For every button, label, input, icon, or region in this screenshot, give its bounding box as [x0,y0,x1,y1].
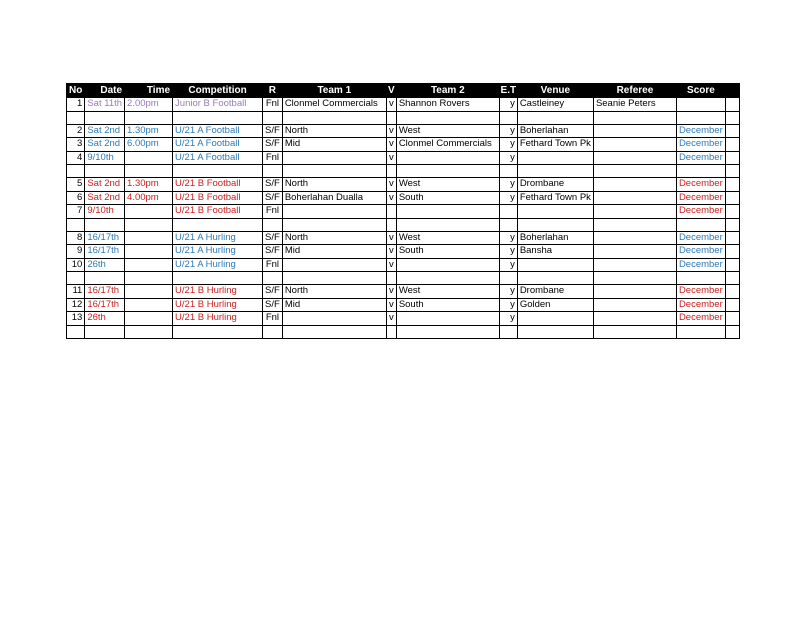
cell-team2: South [396,245,499,259]
empty-cell [125,218,173,231]
cell-referee [593,191,676,205]
cell-competition: U/21 B Football [173,205,263,219]
cell-team1: Mid [282,298,386,312]
fixtures-table [66,83,740,339]
cell-r: Fnl [263,98,283,112]
empty-cell [725,258,739,272]
cell-referee [593,178,676,192]
cell-date: Sat 2nd [85,138,125,152]
cell-competition: U/21 A Football [173,124,263,138]
cell-team2 [396,258,499,272]
cell-et: y [499,231,517,245]
cell-competition: U/21 B Hurling [173,298,263,312]
cell-date: 16/17th [85,231,125,245]
cell-referee [593,151,676,165]
table-row [67,245,740,259]
cell-et: y [499,312,517,326]
cell-time [125,205,173,219]
header-venue: Venue [517,84,593,98]
cell-score: December [676,231,725,245]
cell-v: v [386,258,396,272]
empty-cell [725,165,739,178]
cell-competition: U/21 B Hurling [173,312,263,326]
empty-cell [725,218,739,231]
empty-cell [125,325,173,338]
cell-venue: Boherlahan [517,124,593,138]
cell-score: December [676,312,725,326]
cell-no: 1 [67,98,85,112]
empty-cell [263,218,283,231]
empty-cell [125,165,173,178]
empty-cell [396,111,499,124]
cell-score: December [676,138,725,152]
cell-competition: U/21 B Football [173,191,263,205]
cell-v: v [386,138,396,152]
cell-team2: South [396,298,499,312]
header-r: R [263,84,283,98]
cell-r: Fnl [263,151,283,165]
cell-date: 16/17th [85,298,125,312]
cell-score: December [676,298,725,312]
cell-competition: U/21 A Hurling [173,258,263,272]
spacer-row [67,218,740,231]
cell-competition: U/21 A Hurling [173,231,263,245]
cell-r: S/F [263,285,283,299]
table-row [67,178,740,192]
cell-referee [593,312,676,326]
empty-cell [725,98,739,112]
cell-time [125,258,173,272]
cell-et: y [499,98,517,112]
cell-date: 16/17th [85,245,125,259]
header-date: Date [85,84,125,98]
empty-cell [263,111,283,124]
empty-cell [173,218,263,231]
cell-team2: Shannon Rovers [396,98,499,112]
cell-v: v [386,285,396,299]
header-team1: Team 1 [282,84,386,98]
cell-referee [593,205,676,219]
cell-no: 11 [67,285,85,299]
fixtures-body [67,98,740,339]
cell-et: y [499,245,517,259]
cell-no: 13 [67,312,85,326]
cell-venue: Golden [517,298,593,312]
cell-team2 [396,151,499,165]
empty-cell [263,325,283,338]
cell-r: Fnl [263,205,283,219]
header-no: No [67,84,85,98]
table-row [67,285,740,299]
cell-date: Sat 2nd [85,178,125,192]
cell-team2: West [396,178,499,192]
cell-time [125,312,173,326]
header-v: V [387,84,395,96]
header-row [67,84,740,98]
cell-date: 26th [85,258,125,272]
cell-score [676,98,725,112]
cell-time: 6.00pm [125,138,173,152]
cell-venue: Fethard Town Pk [517,191,593,205]
cell-team1: North [282,231,386,245]
table-row [67,258,740,272]
empty-cell [725,325,739,338]
cell-team2: West [396,124,499,138]
cell-v: v [386,151,396,165]
empty-cell [263,272,283,285]
cell-no: 4 [67,151,85,165]
cell-team2: West [396,285,499,299]
cell-team2 [396,205,499,219]
cell-r: S/F [263,245,283,259]
cell-v: v [386,124,396,138]
cell-team2: West [396,231,499,245]
cell-r: Fnl [263,312,283,326]
empty-cell [67,272,85,285]
empty-cell [725,298,739,312]
cell-competition: U/21 A Football [173,151,263,165]
cell-team2: Clonmel Commercials [396,138,499,152]
cell-et: y [499,191,517,205]
empty-cell [593,325,676,338]
empty-cell [517,272,593,285]
cell-referee [593,258,676,272]
empty-cell [593,272,676,285]
empty-cell [725,205,739,219]
cell-team1: Clonmel Commercials [282,98,386,112]
empty-cell [282,111,386,124]
header-referee: Referee [593,84,676,98]
empty-cell [517,218,593,231]
cell-referee [593,124,676,138]
cell-score: December [676,178,725,192]
cell-team1 [282,205,386,219]
cell-time: 2.00pm [125,98,173,112]
cell-team1: Boherlahan Dualla [282,191,386,205]
cell-date: Sat 11th [85,98,125,112]
header-team2: Team 2 [396,84,499,98]
empty-cell [85,272,125,285]
empty-cell [499,272,517,285]
empty-cell [517,165,593,178]
cell-et: y [499,151,517,165]
empty-cell [593,165,676,178]
table-row [67,151,740,165]
empty-cell [593,218,676,231]
table-row [67,205,740,219]
cell-r: S/F [263,178,283,192]
header-score: Score [676,84,725,98]
empty-cell [386,111,396,124]
empty-cell [499,325,517,338]
empty-cell [263,165,283,178]
cell-score: December [676,205,725,219]
spacer-row [67,111,740,124]
empty-cell [173,165,263,178]
cell-r: S/F [263,138,283,152]
empty-cell [499,218,517,231]
cell-competition: U/21 B Hurling [173,285,263,299]
cell-v [386,205,396,219]
empty-cell [725,124,739,138]
cell-r: S/F [263,124,283,138]
empty-cell [725,111,739,124]
empty-cell [725,312,739,326]
empty-cell [593,111,676,124]
cell-time: 1.30pm [125,178,173,192]
cell-venue: Fethard Town Pk [517,138,593,152]
cell-time [125,151,173,165]
cell-et [499,205,517,219]
cell-date: 16/17th [85,285,125,299]
table-row [67,312,740,326]
header-blank [725,84,739,98]
cell-referee: Seanie Peters [593,98,676,112]
empty-cell [676,272,725,285]
cell-referee [593,231,676,245]
cell-score: December [676,191,725,205]
cell-no: 9 [67,245,85,259]
empty-cell [386,165,396,178]
empty-cell [386,325,396,338]
cell-et: y [499,124,517,138]
table-row [67,138,740,152]
table-row [67,298,740,312]
cell-team1: North [282,178,386,192]
cell-referee [593,298,676,312]
cell-v: v [386,98,396,112]
cell-referee [593,245,676,259]
empty-cell [282,218,386,231]
cell-venue [517,151,593,165]
empty-cell [676,111,725,124]
cell-no: 3 [67,138,85,152]
cell-date: 26th [85,312,125,326]
spacer-row [67,325,740,338]
cell-competition: U/21 B Football [173,178,263,192]
cell-time [125,245,173,259]
cell-et: y [499,298,517,312]
cell-referee [593,138,676,152]
cell-venue [517,258,593,272]
cell-v: v [386,312,396,326]
cell-score: December [676,124,725,138]
empty-cell [173,272,263,285]
cell-venue [517,312,593,326]
cell-date: Sat 2nd [85,124,125,138]
spacer-row [67,272,740,285]
empty-cell [67,111,85,124]
cell-team1 [282,312,386,326]
cell-competition: Junior B Football [173,98,263,112]
cell-date: 9/10th [85,151,125,165]
cell-competition: U/21 A Hurling [173,245,263,259]
cell-team2: South [396,191,499,205]
cell-et: y [499,178,517,192]
cell-no: 8 [67,231,85,245]
cell-no: 7 [67,205,85,219]
cell-venue: Castleiney [517,98,593,112]
table-row [67,124,740,138]
cell-v: v [386,298,396,312]
cell-referee [593,285,676,299]
empty-cell [676,325,725,338]
empty-cell [85,325,125,338]
cell-team1 [282,258,386,272]
empty-cell [85,111,125,124]
empty-cell [125,111,173,124]
empty-cell [386,272,396,285]
empty-cell [725,272,739,285]
cell-venue: Boherlahan [517,231,593,245]
cell-v: v [386,178,396,192]
empty-cell [676,218,725,231]
empty-cell [725,231,739,245]
empty-cell [386,218,396,231]
cell-no: 2 [67,124,85,138]
cell-team1: North [282,124,386,138]
cell-r: S/F [263,298,283,312]
cell-r: S/F [263,231,283,245]
header-time: Time [125,84,173,98]
cell-team1: North [282,285,386,299]
cell-et: y [499,258,517,272]
empty-cell [676,165,725,178]
cell-no: 5 [67,178,85,192]
empty-cell [517,111,593,124]
cell-v: v [386,231,396,245]
cell-et: y [499,285,517,299]
cell-team1: Mid [282,138,386,152]
empty-cell [396,218,499,231]
cell-et: y [499,138,517,152]
cell-score: December [676,285,725,299]
empty-cell [725,285,739,299]
empty-cell [725,178,739,192]
cell-time [125,285,173,299]
empty-cell [517,325,593,338]
empty-cell [396,272,499,285]
empty-cell [396,325,499,338]
empty-cell [282,272,386,285]
cell-score: December [676,258,725,272]
empty-cell [85,165,125,178]
cell-no: 10 [67,258,85,272]
cell-no: 6 [67,191,85,205]
table-row [67,191,740,205]
header-competition: Competition [173,84,263,98]
header-et: E.T [500,84,517,96]
empty-cell [725,191,739,205]
empty-cell [67,325,85,338]
cell-venue: Drombane [517,285,593,299]
cell-v: v [386,245,396,259]
cell-venue [517,205,593,219]
empty-cell [396,165,499,178]
cell-team1: Mid [282,245,386,259]
empty-cell [725,151,739,165]
cell-r: Fnl [263,258,283,272]
empty-cell [282,325,386,338]
cell-score: December [676,245,725,259]
cell-score: December [676,151,725,165]
cell-team1 [282,151,386,165]
cell-no: 12 [67,298,85,312]
cell-team2 [396,312,499,326]
empty-cell [499,111,517,124]
cell-time: 4.00pm [125,191,173,205]
cell-v: v [386,191,396,205]
empty-cell [173,111,263,124]
cell-date: Sat 2nd [85,191,125,205]
cell-venue: Drombane [517,178,593,192]
empty-cell [499,165,517,178]
cell-time: 1.30pm [125,124,173,138]
empty-cell [85,218,125,231]
spacer-row [67,165,740,178]
table-row [67,231,740,245]
cell-competition: U/21 A Football [173,138,263,152]
empty-cell [282,165,386,178]
empty-cell [125,272,173,285]
empty-cell [725,138,739,152]
cell-r: S/F [263,191,283,205]
cell-time [125,298,173,312]
empty-cell [67,218,85,231]
cell-date: 9/10th [85,205,125,219]
cell-time [125,231,173,245]
empty-cell [173,325,263,338]
table-row [67,98,740,112]
empty-cell [725,245,739,259]
empty-cell [67,165,85,178]
cell-venue: Bansha [517,245,593,259]
